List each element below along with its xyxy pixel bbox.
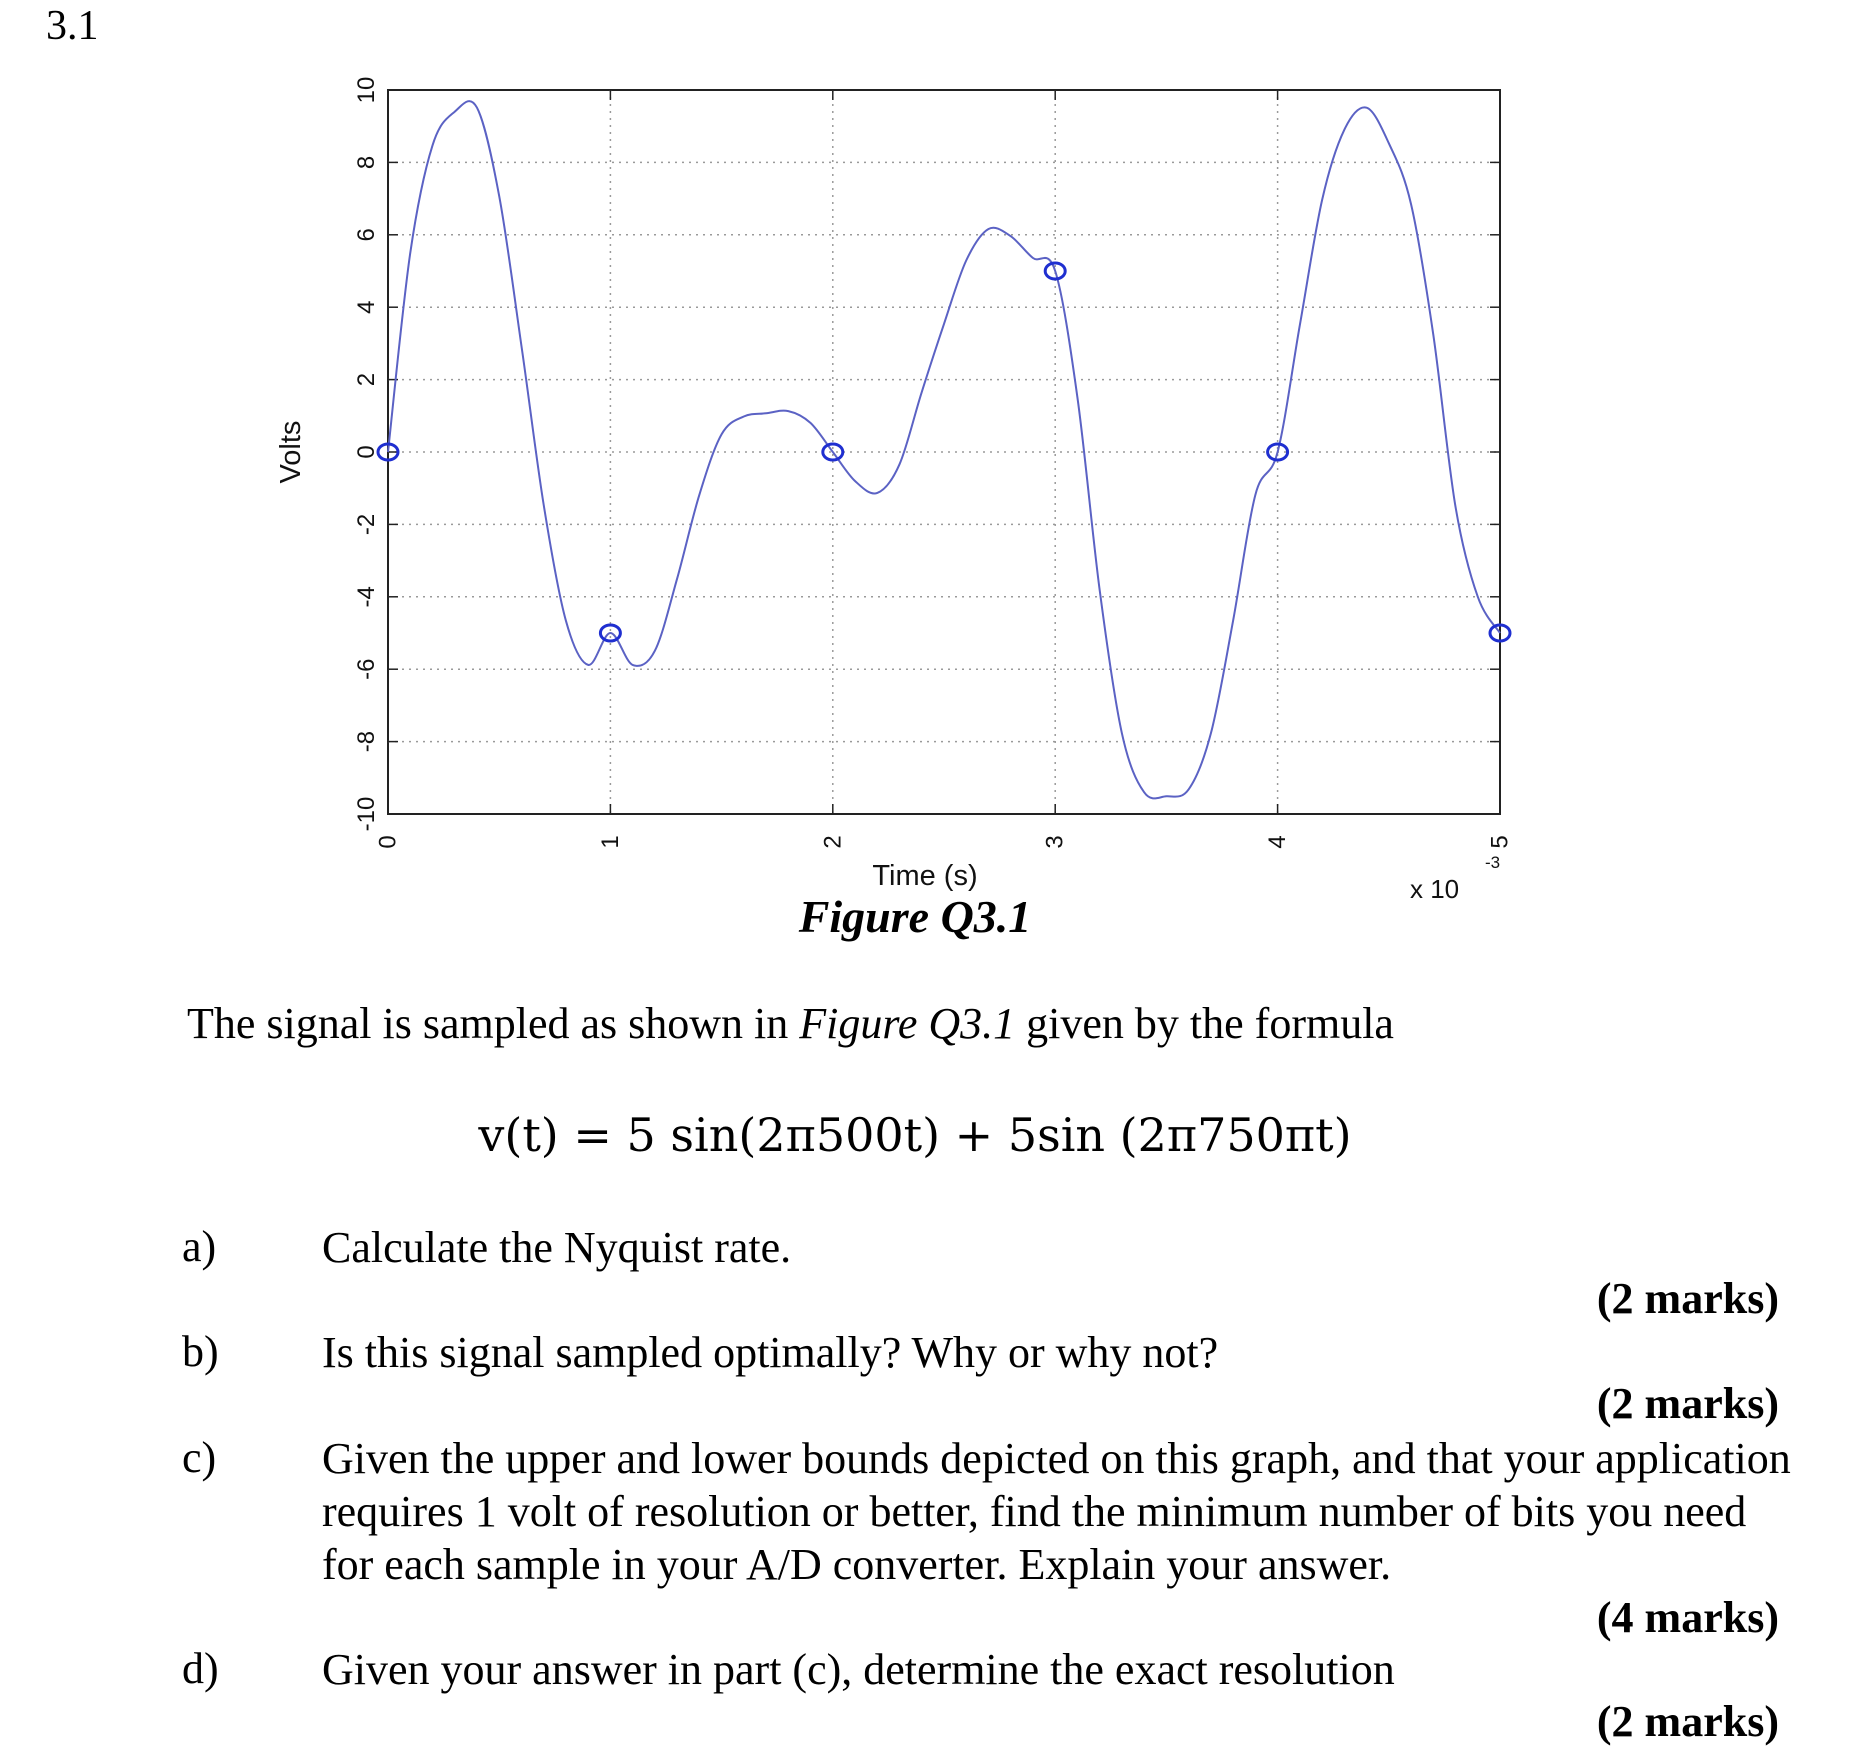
question-b-label: b) [182,1327,219,1376]
x-multiplier-exponent: -3 [1485,853,1501,872]
question-c-text: Given the upper and lower bounds depicted on this graph, and that your application requires 1 volt of resolution or better, find the minimum number of bits you need for each sample in your A/D converter. Explain your answer. [322,1434,1791,1589]
y-axis-label: Volts [275,420,307,484]
question-d-marks: (2 marks) [1596,1697,1779,1746]
intro-figure-ref: Figure Q3.1 [799,999,1016,1048]
y-tick-label: 8 [353,155,380,170]
question-c-marks: (4 marks) [1596,1593,1779,1642]
y-tick-label: -4 [353,586,380,608]
intro-after: given by the formula [1015,999,1394,1048]
question-number: 3.1 [46,3,99,49]
x-multiplier-label: x 10 [1410,874,1460,904]
question-a-text: Calculate the Nyquist rate. [322,1223,792,1272]
y-tick-label: -8 [353,730,380,753]
question-d-text: Given your answer in part (c), determine the exact resolution [322,1645,1395,1694]
figure-caption: Figure Q3.1 [798,891,1032,942]
x-tick-label: 5 [1486,835,1514,849]
question-c-label: c) [182,1433,217,1482]
x-tick-label: 3 [1041,835,1069,849]
question-a-label: a) [182,1222,217,1271]
y-tick-label: 2 [353,372,380,387]
intro-before: The signal is sampled as shown in [187,999,800,1048]
y-tick-label: 0 [353,445,380,459]
y-tick-label: 6 [353,228,380,242]
y-tick-label: -10 [353,796,380,832]
y-tick-label: 4 [353,300,380,314]
intro-text [187,998,1394,1049]
question-b-text: Is this signal sampled optimally? Why or why not? [322,1328,1219,1377]
x-tick-label: 0 [374,835,402,849]
y-tick-label: -2 [353,513,380,536]
x-tick-label: 2 [819,835,847,849]
x-axis-label: Time (s) [872,860,978,892]
signal-formula: v(t) = 5 sin(2π500t) + 5sin (2π750πt) [478,1108,1352,1162]
question-d-label: d) [182,1644,219,1693]
question-b-marks: (2 marks) [1596,1379,1779,1428]
x-tick-label: 1 [596,835,624,849]
y-tick-label: 10 [353,76,380,104]
x-tick-label: 4 [1264,835,1292,849]
question-a-marks: (2 marks) [1596,1274,1779,1323]
y-tick-label: -6 [353,658,380,680]
